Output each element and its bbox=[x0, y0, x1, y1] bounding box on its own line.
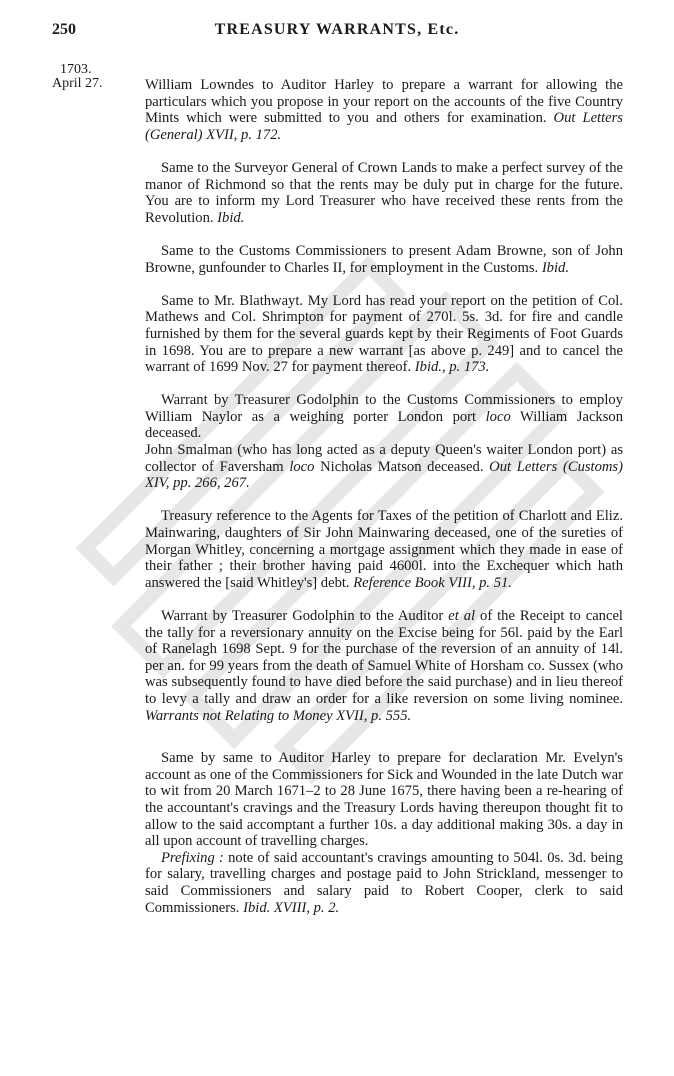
entry-paragraph: Same to Mr. Blathwayt. My Lord has read your report on the petition of Col. Mathews and Col. Shrimpton for payment of 270l. 5s. 3d. for fire and candle furnished by them for the several guards kept by their Regiments of Foot Guards in 1698. You are to prepare a new warrant [as above p. 249] and to cancel the warrant of 1699 Nov. 27 for payment thereof. Ibid., p. 173. bbox=[145, 292, 623, 376]
entry-richmond-survey bbox=[145, 160, 623, 226]
margin-year: 1703. bbox=[60, 62, 92, 77]
entry-paragraph: Treasury reference to the Agents for Taxes of the petition of Charlott and Eliz. Mainwaring, daughters of Sir John Mainwaring deceased, one of the sureties of Morgan Whitley, concerning a mortgage assignment which they made in ease of their father ; their brother having paid 4600l. into the Exchequer which hath answered the [said Whitley's] debt. Reference Book VIII, p. 51. bbox=[145, 508, 623, 591]
entry-blathwayt bbox=[145, 293, 623, 376]
prefix-label: Prefixing : bbox=[161, 849, 224, 866]
entry-reference: Ibid. XVIII, p. 2. bbox=[243, 899, 340, 916]
page-header bbox=[52, 16, 622, 40]
entry-reference: Ibid. bbox=[541, 259, 569, 276]
entry-reference: Reference Book VIII, p. 51. bbox=[353, 574, 512, 591]
margin-date: April 27. bbox=[52, 76, 103, 91]
entry-reference: Ibid., p. 173. bbox=[414, 359, 490, 376]
entry-reference: Out Letters (Customs) XIV, pp. 266, 267. bbox=[145, 458, 623, 492]
entry-paragraph: Same to the Customs Commissioners to present Adam Browne, son of John Browne, gunfounder to Charles II, for employment in the Customs. Ibid. bbox=[145, 242, 623, 276]
entry-paragraph: Same by same to Auditor Harley to prepare for declaration Mr. Evelyn's account as one of the Commissioners for Sick and Wounded in the late Dutch war to wit from 20 March 1671–2 to 28 June 1675, there having been a re-hearing of the accountant's cravings and the Treasury Lords having thereupon thought fit to allow to the said accomptant a further 10s. a day additional making 30s. a day in all upon account of travelling charges. bbox=[145, 750, 623, 850]
entry-paragraph: Warrant by Treasurer Godolphin to the Customs Commissioners to employ William Naylor as a weighing porter London port loco William Jackson deceased. bbox=[145, 392, 623, 442]
entry-evelyn-account bbox=[145, 750, 623, 916]
page-number: 250 bbox=[52, 21, 76, 38]
entry-adam-browne bbox=[145, 243, 623, 276]
entry-mints bbox=[145, 77, 623, 143]
entry-customs-appointments bbox=[145, 392, 623, 492]
entry-reference: Warrants not Relating to Money XVII, p. 555. bbox=[145, 707, 412, 724]
entry-paragraph: William Lowndes to Auditor Harley to prepare a warrant for allowing the particulars which you propose in your report on the accounts of the five Country Mints which were submitted to you and others for examination. Out Letters (General) XVII, p. 172. bbox=[145, 77, 623, 143]
document-body bbox=[145, 77, 623, 933]
entry-paragraph: John Smalman (who has long acted as a deputy Queen's waiter London port) as collector of Faversham loco Nicholas Matson deceased. Out Letters (Customs) XIV, pp. 266, 267. bbox=[145, 442, 623, 492]
entry-paragraph: Prefixing : note of said accountant's cravings amounting to 504l. 0s. 3d. being for salary, travelling charges and postage paid to John Strickland, messenger to said Commissioners and salary paid to Robert Cooper, clerk to said Commissioners. Ibid. XVIII, p. 2. bbox=[145, 849, 623, 916]
entry-reference: Ibid. bbox=[217, 209, 245, 226]
entry-reference: Out Letters (General) XVII, p. 172. bbox=[145, 110, 623, 143]
entry-mainwaring bbox=[145, 508, 623, 591]
entry-paragraph: Warrant by Treasurer Godolphin to the Auditor et al of the Receipt to cancel the tally for a reversionary annuity on the Excise being for 56l. paid by the Earl of Ranelagh 1698 Sept. 9 for the purchase of the reversion of an annuity of 14l. per an. for 99 years from the death of Samuel White of Horsham co. Sussex (who was subsequently found to have died before the said purchase) and in lieu thereof to levy a tally and draw an order for a like reversion on some living nominee. Warrants not Relating to Money XVII, p. 555. bbox=[145, 608, 623, 724]
entry-ranelagh-tally bbox=[145, 608, 623, 724]
running-title: TREASURY WARRANTS, Etc. bbox=[214, 21, 460, 38]
entry-paragraph: Same to the Surveyor General of Crown Lands to make a perfect survey of the manor of Richmond so that the rents may be duly put in charge for the future. You are to inform my Lord Treasurer who have received these rents from the Revolution. Ibid. bbox=[145, 159, 623, 226]
